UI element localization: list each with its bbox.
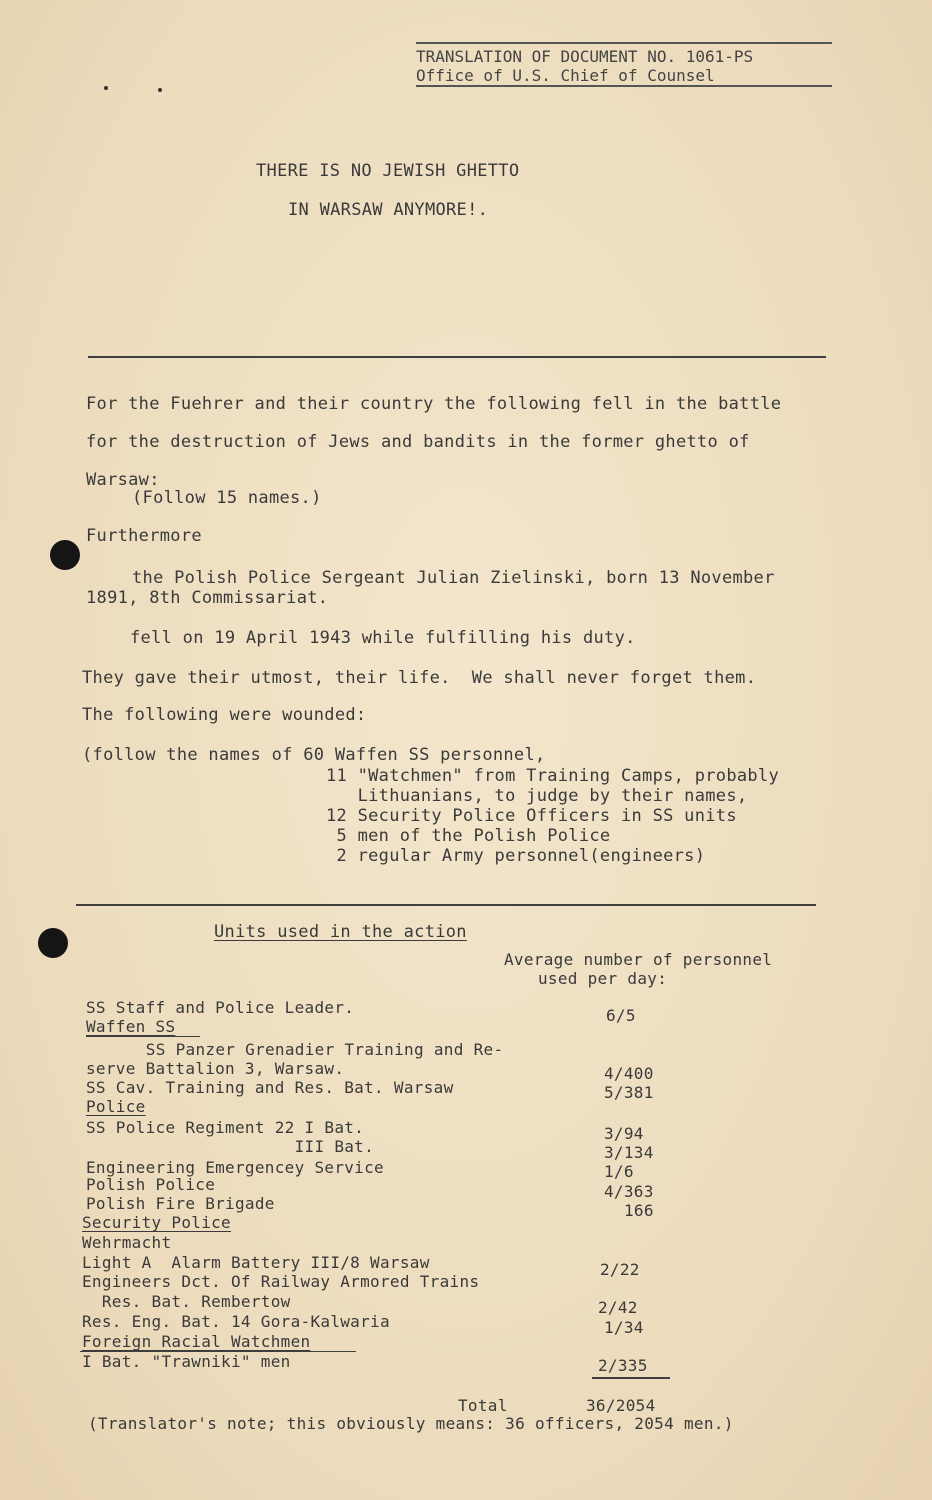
- wounded-line: 5 men of the Polish Police: [326, 826, 611, 846]
- unit-label: SS Police Regiment 22 I Bat.: [86, 1118, 365, 1137]
- paragraph-line: The following were wounded:: [82, 705, 367, 725]
- paragraph-line: for the destruction of Jews and bandits in the former ghetto of: [86, 432, 750, 452]
- wounded-line: 12 Security Police Officers in SS units: [326, 806, 737, 826]
- title-line-2: IN WARSAW ANYMORE!.: [288, 200, 489, 220]
- total-label: Total: [458, 1396, 508, 1415]
- unit-label: Polish Police: [86, 1175, 216, 1194]
- unit-group-label: Foreign Racial Watchmen: [82, 1332, 311, 1351]
- unit-value: 4/363: [604, 1182, 654, 1201]
- unit-label: serve Battalion 3, Warsaw.: [86, 1059, 345, 1078]
- unit-group-label: Waffen SS: [86, 1017, 176, 1036]
- unit-value: 3/94: [604, 1124, 644, 1143]
- unit-value: 5/381: [604, 1083, 654, 1102]
- group-underline: [86, 1036, 200, 1037]
- paragraph-line: They gave their utmost, their life. We shall never forget them.: [82, 668, 757, 688]
- unit-value: 3/134: [604, 1143, 654, 1162]
- unit-group-label: Security Police: [82, 1213, 231, 1232]
- unit-value: 1/34: [604, 1318, 644, 1337]
- unit-label: I Bat. "Trawniki" men: [82, 1352, 291, 1371]
- unit-value: 4/400: [604, 1064, 654, 1083]
- unit-label: Res. Eng. Bat. 14 Gora-Kalwaria: [82, 1312, 390, 1331]
- column-header-line-1: Average number of personnel: [504, 950, 773, 969]
- speck: [158, 88, 162, 92]
- header-top-rule: [416, 42, 832, 44]
- paragraph-line: the Polish Police Sergeant Julian Zielinski, born 13 November: [132, 568, 775, 588]
- unit-label: SS Panzer Grenadier Training and Re-: [116, 1040, 504, 1059]
- total-value: 36/2054: [586, 1396, 656, 1415]
- unit-label: Polish Fire Brigade: [86, 1194, 275, 1213]
- unit-value: 1/6: [604, 1162, 634, 1181]
- names-note: (Follow 15 names.): [132, 488, 322, 508]
- unit-group-label: Police: [86, 1097, 146, 1116]
- speck: [104, 86, 108, 90]
- units-heading: Units used in the action: [214, 922, 467, 942]
- wounded-line: Lithuanians, to judge by their names,: [326, 786, 748, 806]
- unit-label: Light A Alarm Battery III/8 Warsaw: [82, 1253, 430, 1272]
- wounded-intro: (follow the names of 60 Waffen SS personnel,: [82, 745, 546, 765]
- wounded-line: 11 "Watchmen" from Training Camps, probably: [326, 766, 779, 786]
- unit-group-label: Wehrmacht: [82, 1233, 172, 1252]
- office-line: Office of U.S. Chief of Counsel: [416, 66, 832, 87]
- punch-hole: [50, 540, 80, 570]
- paragraph-line: For the Fuehrer and their country the following fell in the battle: [86, 394, 782, 414]
- section-divider-2: [76, 904, 816, 906]
- unit-label: SS Staff and Police Leader.: [86, 998, 355, 1017]
- unit-label: Engineering Emergencey Service: [86, 1158, 384, 1177]
- unit-value: 6/5: [606, 1006, 636, 1025]
- unit-value: 2/42: [598, 1298, 638, 1317]
- unit-label: III Bat.: [86, 1137, 375, 1156]
- unit-label: SS Cav. Training and Res. Bat. Warsaw: [86, 1078, 454, 1097]
- wounded-line: 2 regular Army personnel(engineers): [326, 846, 706, 866]
- paragraph-line: fell on 19 April 1943 while fulfilling his duty.: [130, 628, 636, 648]
- title-line-1: THERE IS NO JEWISH GHETTO: [256, 161, 520, 181]
- unit-value: 2/335: [598, 1356, 648, 1375]
- sum-line: [592, 1377, 670, 1379]
- furthermore-label: Furthermore: [86, 526, 202, 546]
- punch-hole: [38, 928, 68, 958]
- paragraph-line: 1891, 8th Commissariat.: [86, 588, 329, 608]
- unit-label: Engineers Dct. Of Railway Armored Trains: [82, 1272, 480, 1291]
- unit-value: 2/22: [600, 1260, 640, 1279]
- column-header-line-2: used per day:: [538, 969, 668, 988]
- document-number: TRANSLATION OF DOCUMENT NO. 1061-PS: [416, 47, 754, 66]
- unit-value: 166: [624, 1201, 654, 1220]
- translator-note: (Translator's note; this obviously means: 36 officers, 2054 men.): [88, 1414, 734, 1433]
- paragraph-line: Warsaw:: [86, 470, 160, 490]
- unit-label: Res. Bat. Rembertow: [82, 1292, 291, 1311]
- section-divider-1: [88, 356, 826, 358]
